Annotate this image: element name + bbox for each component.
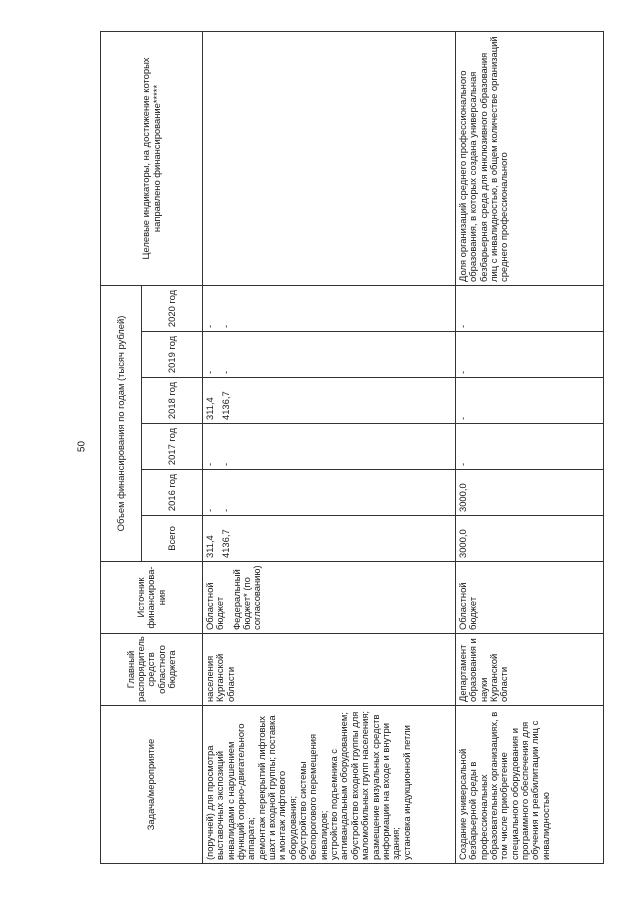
task-cell: Создание универсальной безбарьерной среды в профессиональных образовательных организациях, в том числе приобретение специального оборудования и программного обеспечения для обучения и реабилитации лиц с инвалидностью (456, 706, 604, 864)
header-2019: 2019 год (142, 332, 203, 378)
header-2020: 2020 год (142, 285, 203, 331)
page-number: 50 (76, 440, 88, 453)
task-text: устройство подъемника с антивандальным оборудованием; (328, 712, 350, 860)
header-source: Источник финансирова-ния (101, 562, 203, 634)
value-total: 3000,0 (456, 516, 604, 562)
value-2020: - (456, 285, 604, 331)
value: - (220, 462, 232, 466)
value-2019: - (456, 332, 604, 378)
value-2018 (203, 378, 456, 424)
value-total (203, 516, 456, 562)
value-2016 (203, 470, 456, 516)
value: 4136,7 (220, 529, 232, 558)
value-2019 (203, 332, 456, 378)
indicator-cell: Доля организаций среднего профессионального образования, в которых создана универсальная безбарьерная среда для инклюзивного образования лиц с инвалидностью, в общем количестве организаций среднего профессионального (456, 31, 604, 285)
header-volume: Объем финансирования по годам (тысяч рублей) (101, 285, 142, 561)
source-cell: Областной бюджет (456, 562, 604, 634)
header-2016: 2016 год (142, 470, 203, 516)
header-task: Задача/мероприятие (101, 706, 203, 864)
task-cell (203, 706, 456, 864)
header-2018: 2018 год (142, 378, 203, 424)
value: 4136,7 (220, 391, 232, 420)
task-text: размещение визуальных средств информации на входе и внутри здания; (369, 714, 402, 860)
task-text: обустройство входной группы для маломобильных групп населения; (348, 710, 371, 860)
value-2020 (203, 285, 456, 331)
value: - (204, 324, 215, 328)
source-federal: Федеральный бюджет* (по согласованию) (230, 565, 263, 630)
value: 311,4 (204, 535, 215, 558)
value-2017 (203, 424, 456, 470)
value-2017: - (456, 424, 604, 470)
value: - (204, 370, 215, 374)
table-row (203, 31, 456, 863)
manager-cell: населения Курганской области (203, 634, 456, 706)
header-2017: 2017 год (142, 424, 203, 470)
value-2016: 3000,0 (456, 470, 604, 516)
header-total: Всего (142, 516, 203, 562)
value-2018: - (456, 378, 604, 424)
value: - (204, 508, 215, 512)
indicator-cell (203, 31, 456, 285)
table-row (456, 31, 604, 863)
task-text: (поручней) для просмотра выставочных экспозиций инвалидами с нарушением функций опорно-двигательного аппарата; (204, 723, 257, 860)
task-text: демонтаж перекрытий лифтовых шахт и входной группы; поставка и монтаж лифтового оборудования; (255, 715, 298, 860)
task-text: обустройство системы беспорогового перемещения инвалидов; (297, 733, 329, 860)
source-regional: Областной бюджет (204, 582, 226, 630)
manager-cell: Департамент образования и науки Курганской области (456, 634, 604, 706)
header-row-1 (101, 31, 142, 863)
value: - (220, 508, 232, 512)
task-text: установка индукционной петли (400, 725, 412, 860)
header-indicators: Целевые индикаторы, на достижение которых направлено финансирование***** (101, 31, 203, 285)
rotated-page (100, 32, 610, 864)
value: - (204, 462, 215, 466)
value: - (220, 370, 232, 374)
header-manager: Главный распорядитель средств областного бюджета (101, 634, 203, 706)
financing-table (100, 31, 604, 864)
source-cell (203, 562, 456, 634)
value: 311,4 (204, 397, 215, 420)
value: - (220, 324, 232, 328)
